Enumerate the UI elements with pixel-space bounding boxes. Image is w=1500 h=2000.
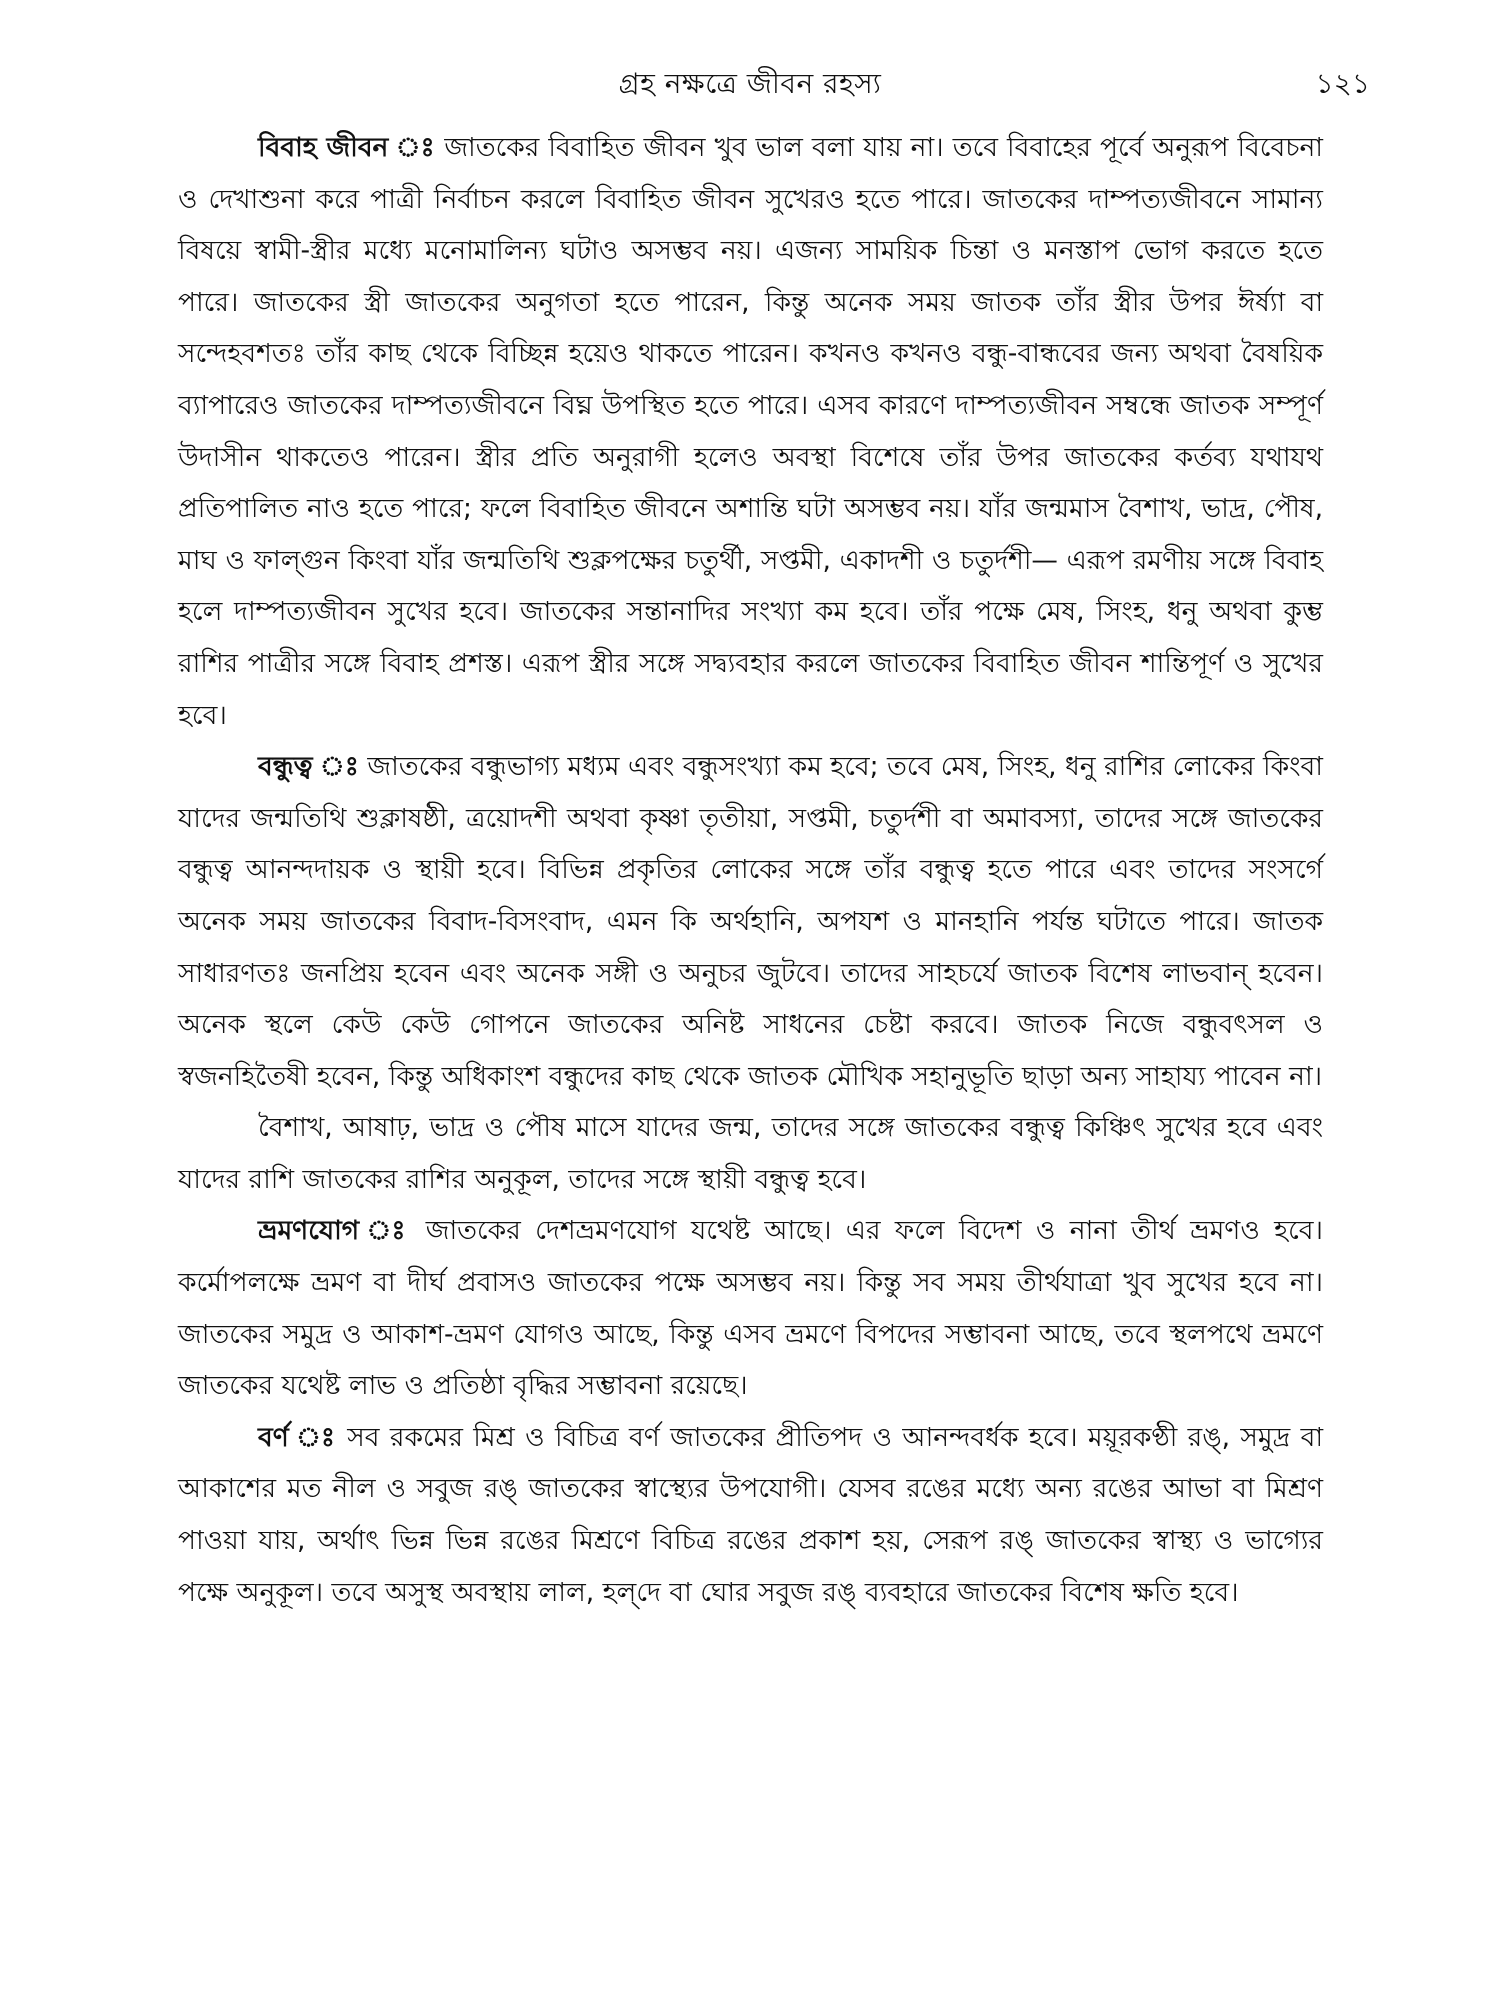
paragraph-text: জাতকের দেশভ্রমণযোগ যথেষ্ট আছে। এর ফলে বিদেশ ও নানা তীর্থ ভ্রমণও হবে। কর্মোপলক্ষে ভ্রমণ বা দীর্ঘ প্রবাসও জাতকের পক্ষে অসম্ভব নয়। কিন্তু সব সময় তীর্থযাত্রা খুব সুখের হবে না। জাতকের সমুদ্র ও আকাশ-ভ্রমণ যোগও আছে, কিন্তু এসব ভ্রমণে বিপদের সম্ভাবনা আছে, তবে স্থলপথে ভ্রমণে জাতকের যথেষ্ট লাভ ও প্রতিষ্ঠা বৃদ্ধির সম্ভাবনা রয়েছে। [178,1215,1323,1402]
paragraph-text: জাতকের বিবাহিত জীবন খুব ভাল বলা যায় না। তবে বিবাহের পূর্বে অনুরূপ বিবেচনা ও দেখাশুনা করে পাত্রী নির্বাচন করলে বিবাহিত জীবন সুখেরও হতে পারে। জাতকের দাম্পত্যজীবনে সামান্য বিষয়ে স্বামী-স্ত্রীর মধ্যে মনোমালিন্য ঘটাও অসম্ভব নয়। এজন্য সাময়িক চিন্তা ও মনস্তাপ ভোগ করতে হতে পারে। জাতকের স্ত্রী জাতকের অনুগতা হতে পারেন, কিন্তু অনেক সময় জাতক তাঁর স্ত্রীর উপর ঈর্ষ্যা বা সন্দেহবশতঃ তাঁর কাছ থেকে বিচ্ছিন্ন হয়েও থাকতে পারেন। কখনও কখনও বন্ধু-বান্ধবের জন্য অথবা বৈষয়িক ব্যাপারেও জাতকের দাম্পত্যজীবনে বিঘ্ন উপস্থিত হতে পারে। এসব কারণে দাম্পত্যজীবন সম্বন্ধে জাতক সম্পূর্ণ উদাসীন থাকতেও পারেন। স্ত্রীর প্রতি অনুরাগী হলেও অবস্থা বিশেষে তাঁর উপর জাতকের কর্তব্য যথাযথ প্রতিপালিত নাও হতে পারে; ফলে বিবাহিত জীবনে অশান্তি ঘটা অসম্ভব নয়। যাঁর জন্মমাস বৈশাখ, ভাদ্র, পৌষ, মাঘ ও ফাল্গুন কিংবা যাঁর জন্মতিথি শুক্লপক্ষের চতুর্থী, সপ্তমী, একাদশী ও চতুর্দশী— এরূপ রমণীয় সঙ্গে বিবাহ হলে দাম্পত্যজীবন সুখের হবে। জাতকের সন্তানাদির সংখ্যা কম হবে। তাঁর পক্ষে মেষ, সিংহ, ধনু অথবা কুম্ভ রাশির পাত্রীর সঙ্গে বিবাহ প্রশস্ত। এরূপ স্ত্রীর সঙ্গে সদ্ব্যবহার করলে জাতকের বিবাহিত জীবন শান্তিপূর্ণ ও সুখের হবে। [178,132,1323,731]
paragraph-text: বৈশাখ, আষাঢ়, ভাদ্র ও পৌষ মাসে যাদের জন্ম, তাদের সঙ্গে জাতকের বন্ধুত্ব কিঞ্চিৎ সুখের হবে এবং যাদের রাশি জাতকের রাশির অনুকূল, তাদের সঙ্গে স্থায়ী বন্ধুত্ব হবে। [178,1112,1323,1195]
page-body [178,122,1323,1618]
paragraph-marriage [178,122,1323,741]
paragraph-travel [178,1205,1323,1411]
paragraph-friendship [178,741,1323,1102]
section-heading-friendship: বন্ধুত্ব ঃ [258,751,359,783]
page-number: ১২১ [1315,67,1370,100]
section-heading-travel: ভ্রমণযোগ ঃ [258,1215,412,1247]
paragraph-friendship-months [178,1102,1323,1205]
paragraph-text: জাতকের বন্ধুভাগ্য মধ্যম এবং বন্ধুসংখ্যা কম হবে; তবে মেষ, সিংহ, ধনু রাশির লোকের কিংবা যাদের জন্মতিথি শুক্লাষষ্ঠী, ত্রয়োদশী অথবা কৃষ্ণা তৃতীয়া, সপ্তমী, চতুর্দশী বা অমাবস্যা, তাদের সঙ্গে জাতকের বন্ধুত্ব আনন্দদায়ক ও স্থায়ী হবে। বিভিন্ন প্রকৃতির লোকের সঙ্গে তাঁর বন্ধুত্ব হতে পারে এবং তাদের সংসর্গে অনেক সময় জাতকের বিবাদ-বিসংবাদ, এমন কি অর্থহানি, অপযশ ও মানহানি পর্যন্ত ঘটাতে পারে। জাতক সাধারণতঃ জনপ্রিয় হবেন এবং অনেক সঙ্গী ও অনুচর জুটবে। তাদের সাহচর্যে জাতক বিশেষ লাভবান্ হবেন। অনেক স্থলে কেউ কেউ গোপনে জাতকের অনিষ্ট সাধনের চেষ্টা করবে। জাতক নিজে বন্ধুবৎসল ও স্বজনহিতৈষী হবেন, কিন্তু অধিকাংশ বন্ধুদের কাছ থেকে জাতক মৌখিক সহানুভূতি ছাড়া অন্য সাহায্য পাবেন না। [178,751,1323,1092]
running-title: গ্রহ নক্ষত্রে জীবন রহস্য [618,67,882,100]
section-heading-colour: বর্ণ ঃ [258,1421,337,1453]
paragraph-colour [178,1412,1323,1618]
paragraph-text: সব রকমের মিশ্র ও বিচিত্র বর্ণ জাতকের প্রীতিপদ ও আনন্দবর্ধক হবে। ময়ূরকণ্ঠী রঙ্, সমুদ্র বা আকাশের মত নীল ও সবুজ রঙ্ জাতকের স্বাস্থ্যের উপযোগী। যেসব রঙের মধ্যে অন্য রঙের আভা বা মিশ্রণ পাওয়া যায়, অর্থাৎ ভিন্ন ভিন্ন রঙের মিশ্রণে বিচিত্র রঙের প্রকাশ হয়, সেরূপ রঙ্ জাতকের স্বাস্থ্য ও ভাগ্যের পক্ষে অনুকূল। তবে অসুস্থ অবস্থায় লাল, হল্‌দে বা ঘোর সবুজ রঙ্ ব্যবহারে জাতকের বিশেষ ক্ষতি হবে। [178,1421,1324,1608]
section-heading-marriage: বিবাহ জীবন ঃ [258,132,436,163]
